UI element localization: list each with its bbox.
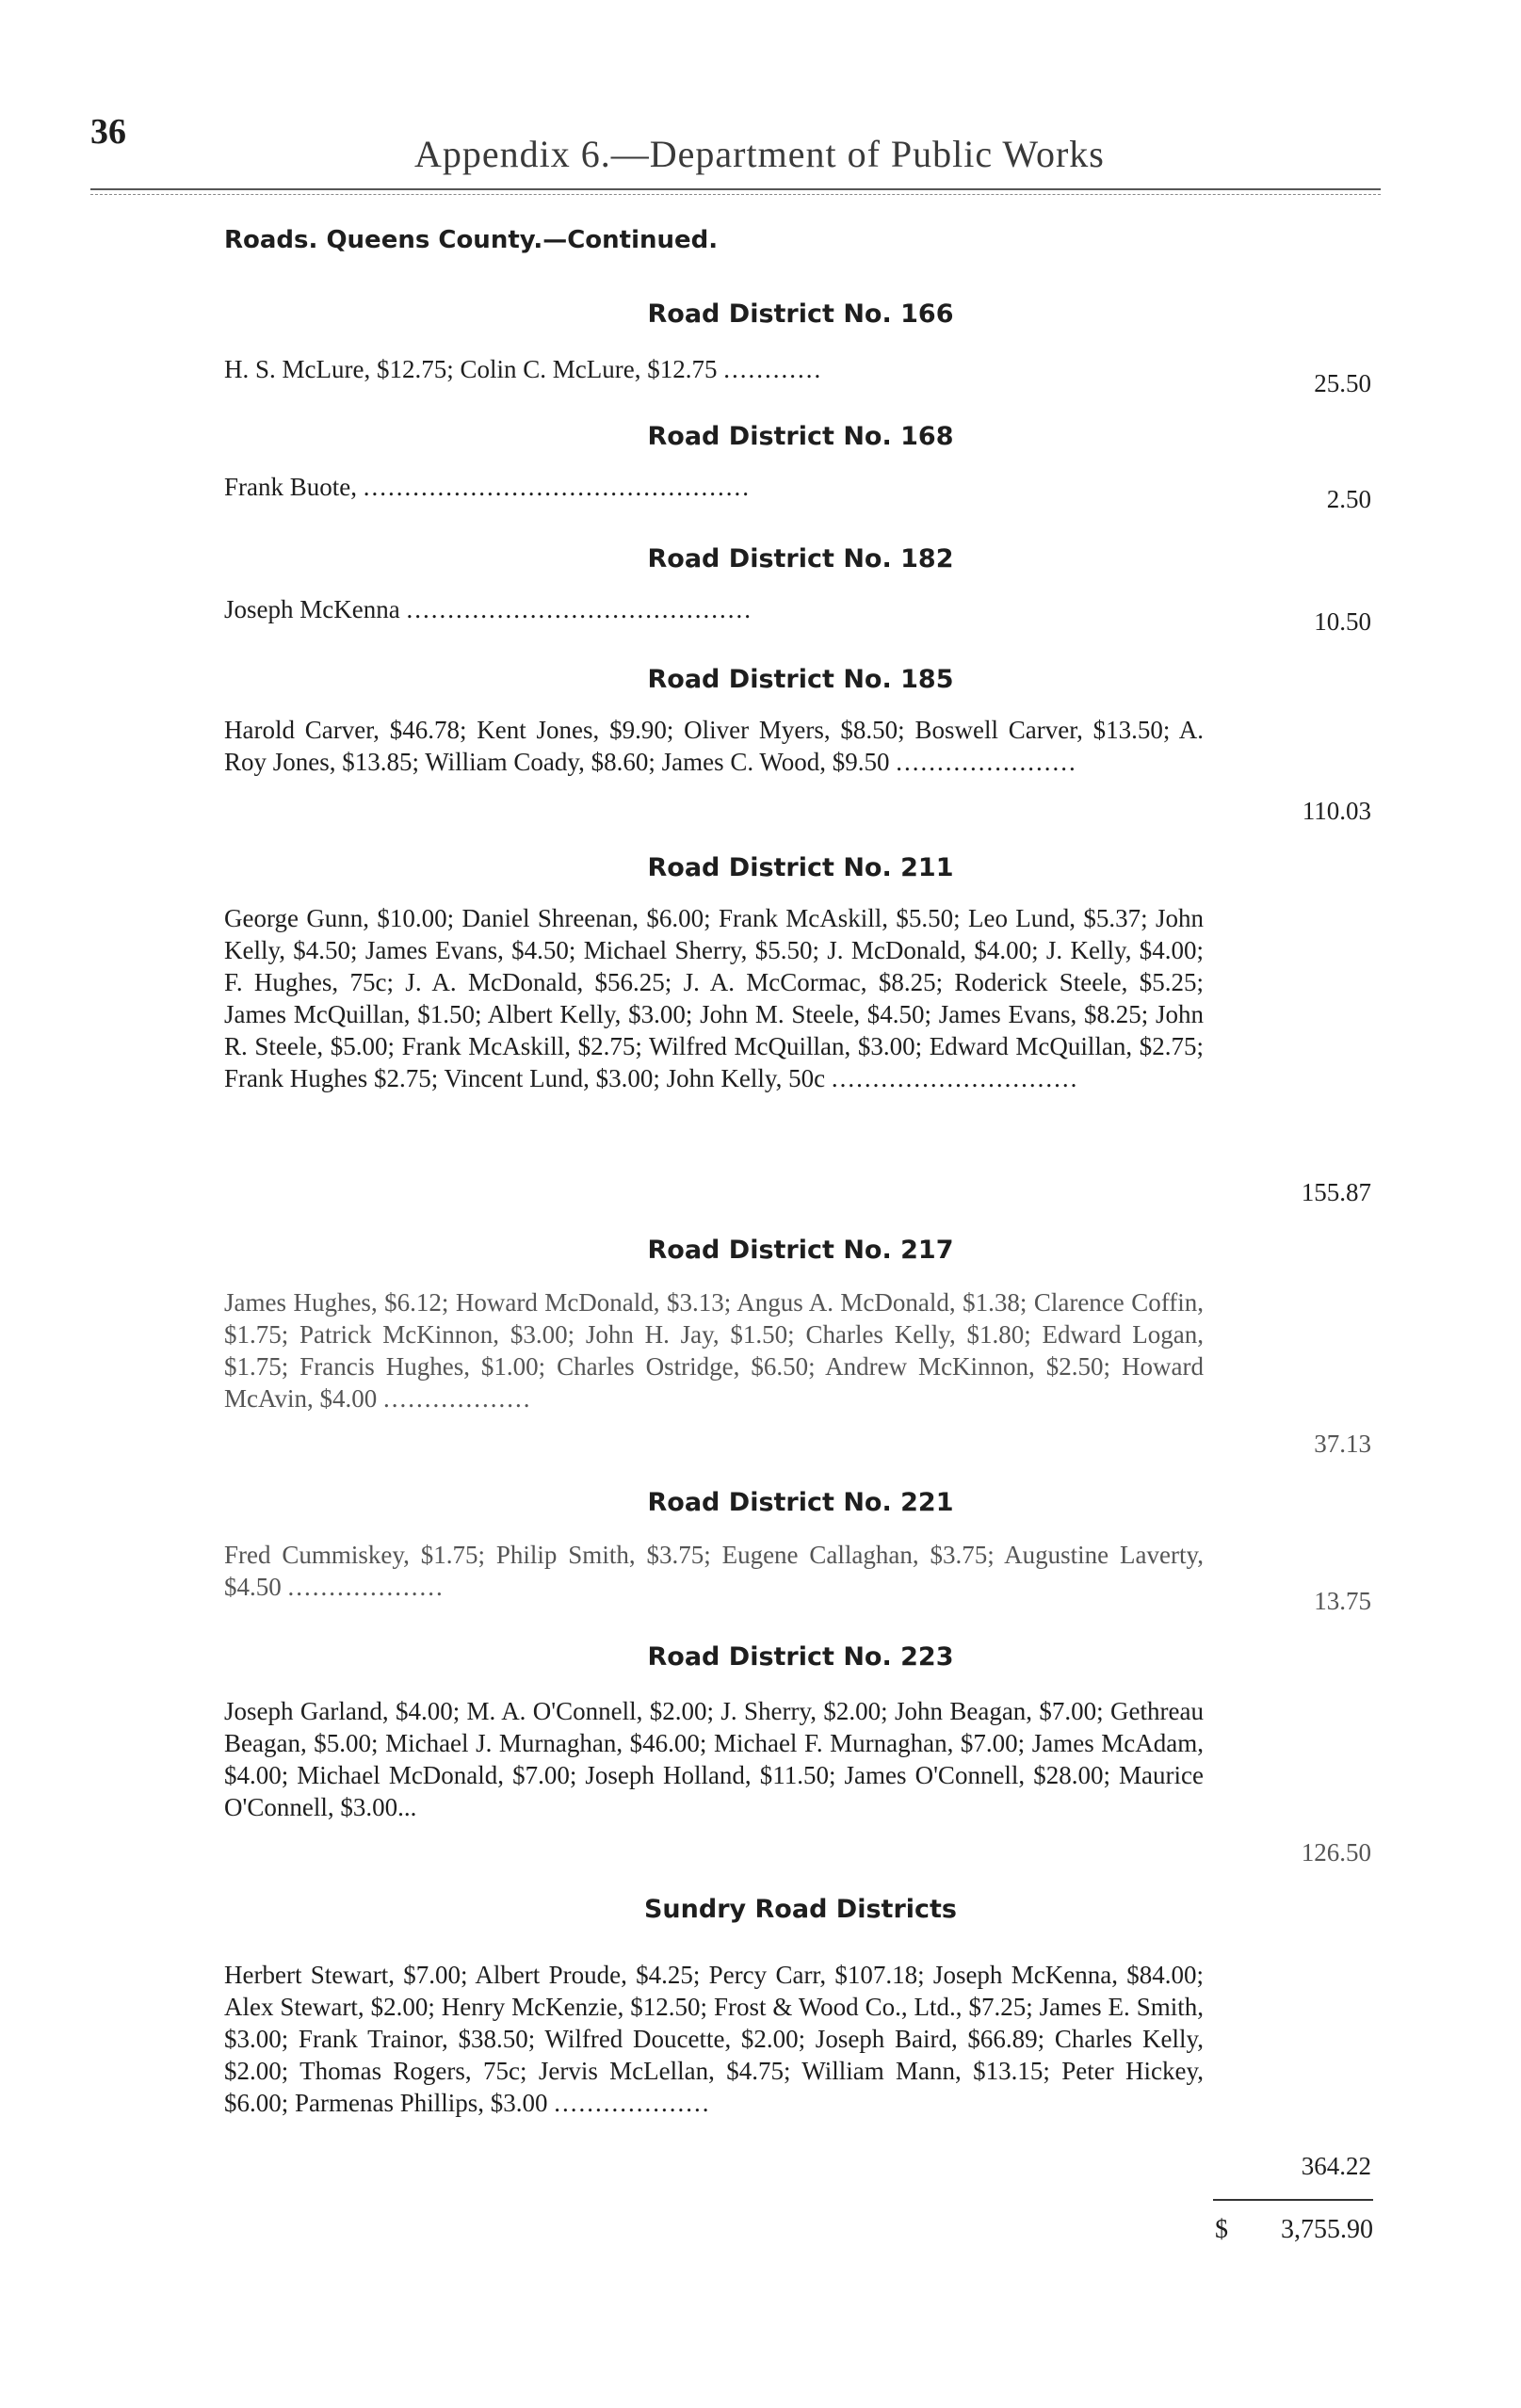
- page-number: 36: [90, 112, 126, 152]
- entry-text: James Hughes, $6.12; Howard McDonald, $3.13; Angus A. McDonald, $1.38; Clarence Coffin, $1.75; Patrick McKinnon, $3.00; John H. Jay, $1.50; Charles Kelly, $1.80; Edward Logan, $1.75; Francis Hughes, $1.00; Charles Ostridge, $6.50; Andrew McKinnon, $2.50; Howard McAvin, $4.00: [224, 1288, 1204, 1413]
- district-entry: [224, 353, 1204, 385]
- header-rule-secondary: [90, 194, 1381, 195]
- grand-total: 3,755.90: [1281, 2215, 1373, 2244]
- district-amount: 10.50: [1314, 607, 1371, 636]
- leader-dots: ...................: [287, 1573, 445, 1601]
- entry-text: George Gunn, $10.00; Daniel Shreenan, $6.00; Frank McAskill, $5.50; Leo Lund, $5.37; John Kelly, $4.50; James Evans, $4.50; Michael Sherry, $5.50; J. McDonald, $4.00; J. Kelly, $4.00; F. Hughes, 75c; J. A. McDonald, $56.25; J. A. McCormac, $8.25; Roderick Steele, $5.25; James McQuillan, $1.50; Albert Kelly, $3.00; John M. Steele, $4.50; James Evans, $8.25; John R. Steele, $5.00; Frank McAskill, $2.75; Wilfred McQuillan, $3.00; Edward McQuillan, $2.75; Frank Hughes $2.75; Vincent Lund, $3.00; John Kelly, 50c: [224, 904, 1204, 1092]
- district-entry: [224, 1959, 1204, 2119]
- leader-dots: ..................: [383, 1384, 532, 1413]
- district-amount: 13.75: [1314, 1587, 1371, 1615]
- district-amount: 110.03: [1302, 797, 1371, 825]
- district-entry: [224, 714, 1204, 778]
- entry-text: Joseph McKenna: [224, 595, 400, 623]
- leader-dots: ............: [723, 355, 823, 383]
- header-rule: [90, 188, 1381, 190]
- district-heading: Sundry Road Districts: [643, 1895, 957, 1924]
- entry-text: H. S. McLure, $12.75; Colin C. McLure, $12.75: [224, 355, 718, 383]
- district-entry: [224, 1539, 1204, 1603]
- entry-text: Frank Buote,: [224, 473, 357, 501]
- running-title: Appendix 6.—Department of Public Works: [414, 133, 1105, 175]
- district-amount: 2.50: [1326, 485, 1371, 513]
- district-heading: Road District No. 182: [647, 544, 954, 574]
- district-heading: Road District No. 166: [647, 299, 954, 329]
- district-entry: [224, 902, 1204, 1094]
- district-entry: [224, 471, 1204, 503]
- district-amount: 126.50: [1301, 1838, 1371, 1867]
- leader-dots: ..........................................: [406, 595, 752, 623]
- district-heading: Road District No. 211: [647, 853, 954, 882]
- leader-dots: ..............................: [831, 1064, 1079, 1092]
- district-heading: Road District No. 168: [647, 422, 954, 451]
- district-heading: Road District No. 221: [647, 1488, 954, 1517]
- leader-dots: ......................: [896, 748, 1077, 776]
- district-heading: Road District No. 185: [647, 665, 954, 694]
- total-currency: $: [1215, 2215, 1228, 2244]
- total-rule: [1213, 2199, 1373, 2201]
- district-amount: 155.87: [1301, 1178, 1371, 1206]
- district-entry: [224, 593, 1204, 625]
- district-amount: 364.22: [1301, 2152, 1371, 2180]
- district-entry: [224, 1695, 1204, 1823]
- leader-dots: ...............................................: [363, 473, 751, 501]
- district-amount: 37.13: [1314, 1430, 1371, 1458]
- district-heading: Road District No. 223: [647, 1642, 954, 1672]
- section-title: Roads. Queens County.—Continued.: [224, 226, 719, 254]
- entry-text: Fred Cummiskey, $1.75; Philip Smith, $3.75; Eugene Callaghan, $3.75; Augustine Laverty, $4.50: [224, 1541, 1204, 1601]
- leader-dots: ...................: [554, 2089, 711, 2117]
- entry-text: Herbert Stewart, $7.00; Albert Proude, $4.25; Percy Carr, $107.18; Joseph McKenna, $84.00; Alex Stewart, $2.00; Henry McKenzie, $12.50; Frost & Wood Co., Ltd., $7.25; James E. Smith, $3.00; Frank Trainor, $38.50; Wilfred Doucette, $2.00; Joseph Baird, $66.89; Charles Kelly, $2.00; Thomas Rogers, 75c; Jervis McLellan, $4.75; William Mann, $13.15; Peter Hickey, $6.00; Parmenas Phillips, $3.00: [224, 1961, 1204, 2117]
- entry-text: Harold Carver, $46.78; Kent Jones, $9.90; Oliver Myers, $8.50; Boswell Carver, $13.50; A. Roy Jones, $13.85; William Coady, $8.60; James C. Wood, $9.50: [224, 716, 1204, 776]
- district-entry: [224, 1286, 1204, 1414]
- entry-text: Joseph Garland, $4.00; M. A. O'Connell, $2.00; J. Sherry, $2.00; John Beagan, $7.00; Gethreau Beagan, $5.00; Michael J. Murnaghan, $46.00; Michael F. Murnaghan, $7.00; James McAdam, $4.00; Michael McDonald, $7.00; Joseph Holland, $11.50; James O'Connell, $28.00; Maurice O'Connell, $3.00...: [224, 1697, 1204, 1821]
- district-amount: 25.50: [1314, 369, 1371, 397]
- district-heading: Road District No. 217: [647, 1236, 954, 1265]
